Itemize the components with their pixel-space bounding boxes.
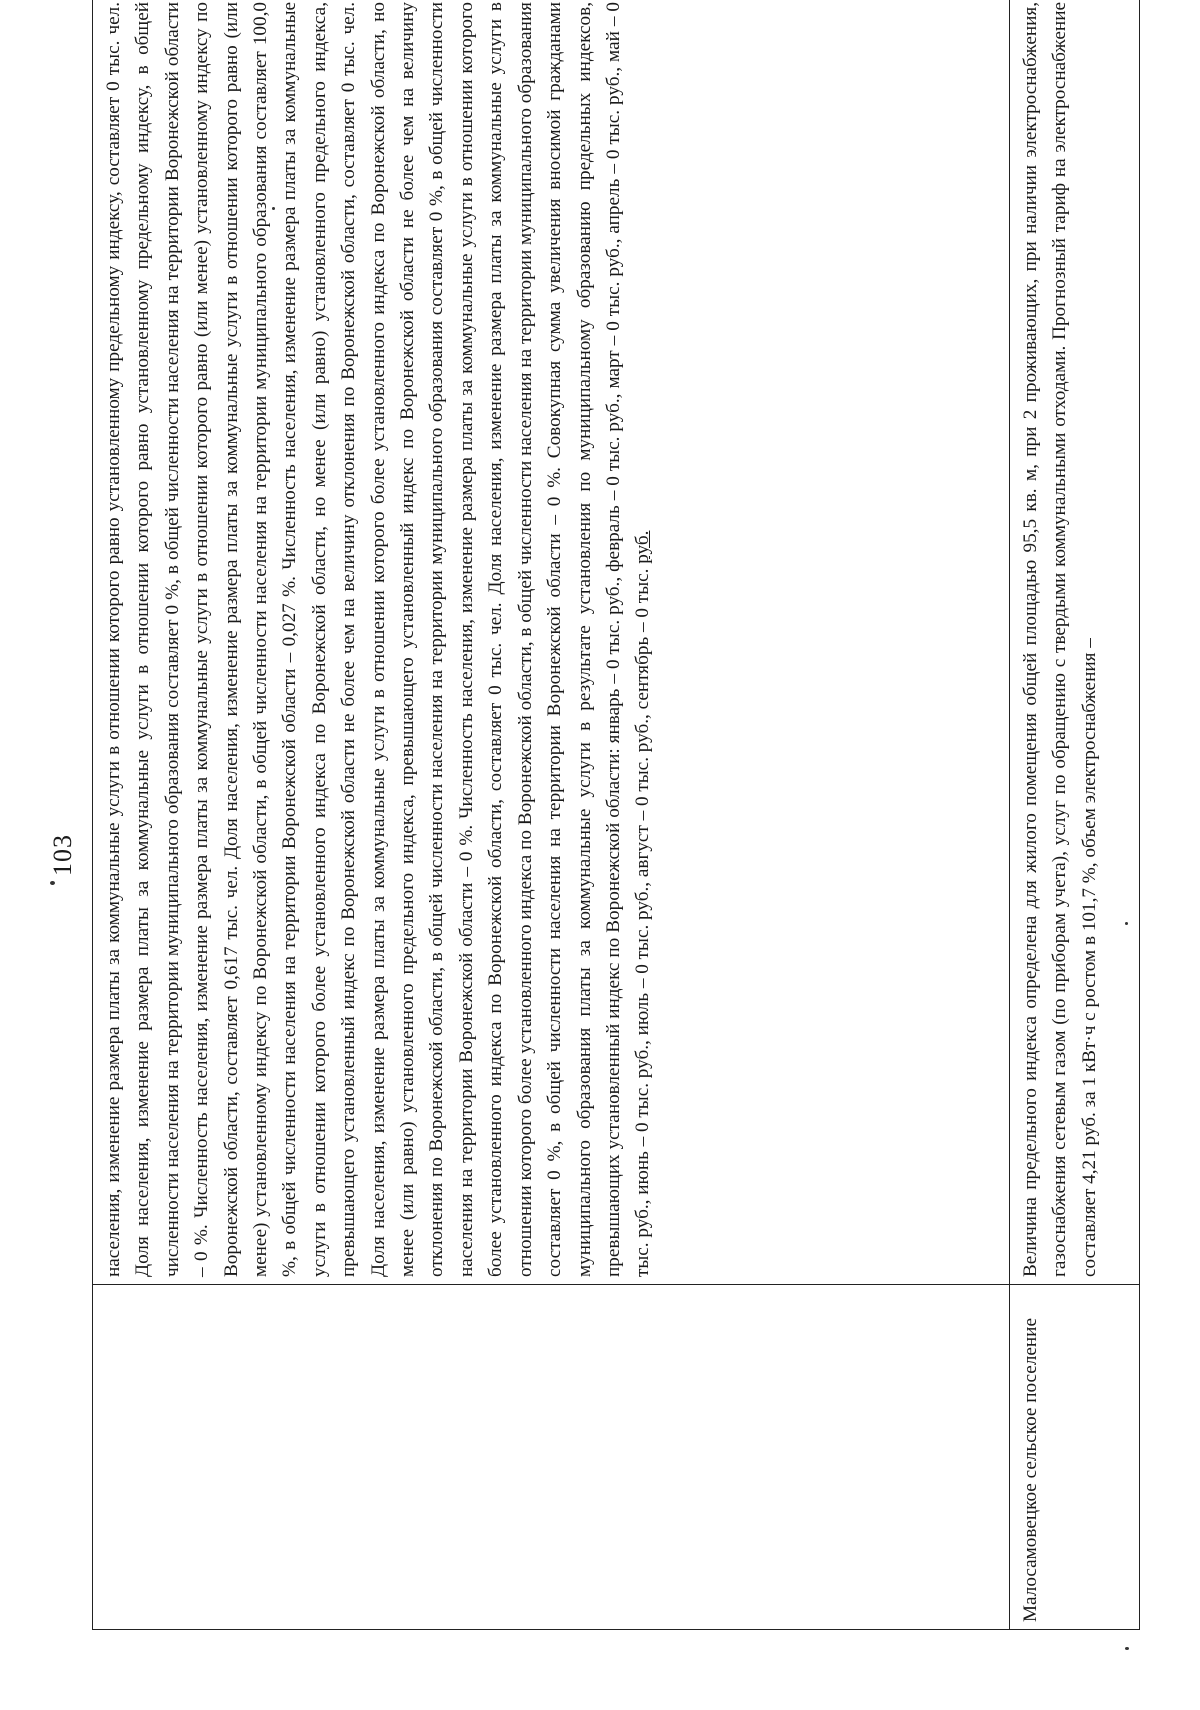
scan-speck bbox=[272, 207, 275, 210]
table-row bbox=[1010, 0, 1140, 1630]
scan-speck bbox=[1125, 922, 1128, 925]
municipality-name-cell bbox=[93, 1285, 1010, 1630]
description-text-end: руб. bbox=[632, 530, 654, 564]
description-text: населения, изменение размера платы за коммунальные услуги в отношении которого равно установленному предельному индексу, составляет 0 тыс. чел. Доля населения, изменение размера платы за коммунальные услуги в отношении которого равно установленному предельному индексу, в общей численности населения на территории муниципального образования составляет 0 %, в общей численности населения на территории Воронежской области – 0 %. Численность населения, изменение размера платы за коммунальные услуги в отношении которого равно (или менее) установленному индексу по Воронежской области, составляет 0,617 тыс. чел. Доля населения, изменение размера платы за коммунальные услуги в отношении которого равно (или менее) установленному индексу по Воронежской области, в общей численности населения на территории муниципального образования составляет 100,0 %, в общей численности населения на территории Воронежской области – 0,027 %. Численность населения, изменение размера платы за коммунальные услуги в отношении которого более установленного индекса по Воронежской области, но менее (или равно) установленного предельного индекса, превышающего установленный индекс по Воронежской области не более чем на величину отклонения по Воронежской области, составляет 0 тыс. чел. Доля населения, изменение размера платы за коммунальные услуги в отношении которого более установленного индекса по Воронежской области, но менее (или равно) установленного предельного индекса, превышающего установленный индекс по Воронежской области не более чем на величину отклонения по Воронежской области, в общей численности населения на территории муниципального образования составляет 0 %, в общей численности населения на территории Воронежской области – 0 %. Численность населения, изменение размера платы за коммунальные услуги в отношении которого более установленного индекса по Воронежской области, составляет 0 тыс. чел. Доля населения, изменение размера платы за коммунальные услуги в отношении которого более установленного индекса по Воронежской области, в общей численности населения на территории муниципального образования составляет 0 %, в общей численности населения на территории Воронежской области – 0 %. Совокупная сумма увеличения вносимой гражданами муниципального образования платы за коммунальные услуги в результате установления по муниципальному образованию предельных индексов, превышающих установленный индекс по Воронежской области: январь – 0 тыс. руб., февраль – 0 тыс. руб., март – 0 тыс. руб., апрель – 0 тыс. руб., май – 0 тыс. руб., июнь – 0 тыс. руб., июль – 0 тыс. руб., август – 0 тыс. руб., сентябрь – 0 тыс. bbox=[103, 2, 654, 1277]
page-number: 103 bbox=[48, 834, 77, 876]
scan-speck bbox=[1125, 1647, 1129, 1650]
description-cell bbox=[1010, 0, 1140, 1285]
description-cell bbox=[93, 0, 1010, 1285]
table-row bbox=[93, 0, 1010, 1630]
description-text: Величина предельного индекса определена для жилого помещения общей площадью 95,5 кв. м, при 2 проживающих, при наличии электроснабжения, газоснабжения сетевым газом (по приборам учета), услуг по обращению с твердыми коммунальными отходами. Прогнозный тариф на электроснабжение составляет 4,21 руб. за 1 кВт·ч с ростом в 101,7 %, объем электроснабжения – bbox=[1020, 2, 1100, 1277]
municipality-name-cell: Малосамовецкое сельское поселение bbox=[1010, 1285, 1140, 1630]
municipal-index-table bbox=[92, 0, 1140, 1630]
scan-speck bbox=[50, 881, 55, 885]
